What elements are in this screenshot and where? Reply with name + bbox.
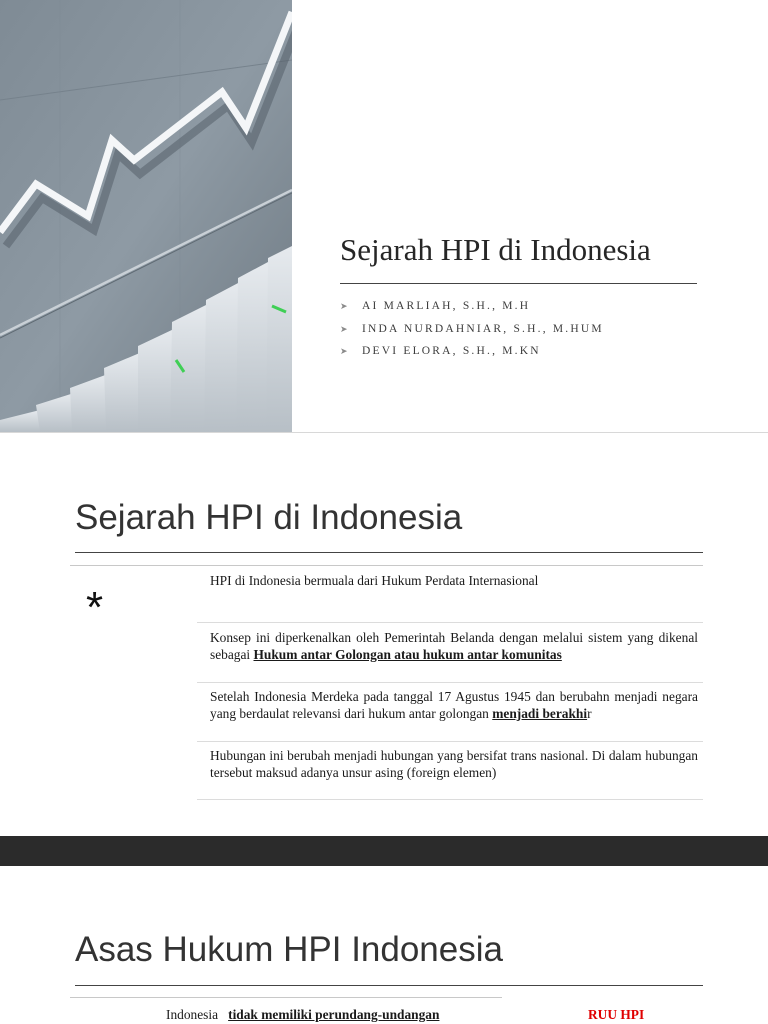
heading-underline [75,985,703,986]
list-item [197,689,703,742]
arrow-bullet-icon: ➤ [340,323,348,334]
list-item-text: HPI di Indonesia bermuala dari Hukum Perdata Internasional [210,573,539,588]
list-item [197,748,703,800]
history-slide [0,434,768,836]
author-item [340,298,604,321]
principle-text: Indonesia tidak memiliki perundang-undangan [166,1007,440,1022]
list-item [197,573,703,623]
slide-separator-band [0,836,768,866]
author-name: AI MARLIAH, S.H., M.H [362,300,531,312]
slide-divider [0,432,768,433]
asterisk-icon: * [86,583,104,632]
principles-slide [0,866,768,1024]
principles-slide-heading: Asas Hukum HPI Indonesia [75,930,503,969]
author-list [340,298,604,366]
table-top-border [70,565,703,566]
title-slide [0,0,768,432]
author-item [340,321,604,344]
title-underline [340,283,697,284]
list-item-text: Konsep ini diperkenalkan oleh Pemerintah Belanda dengan melalui sistem yang dikenal sebagai Hukum antar Golongan atau hukum antar komunitas [210,630,698,662]
table-top-border [70,997,502,998]
list-item-text: Hubungan ini berubah menjadi hubungan yang bersifat trans nasional. Di dalam hubungan tersebut maksud adanya unsur asing (foreign elemen) [210,748,698,780]
title-slide-heading: Sejarah HPI di Indonesia [340,232,651,267]
emphasis-text: Hukum antar Golongan atau hukum antar komunitas [253,646,562,662]
author-item [340,343,604,366]
list-item-text: Setelah Indonesia Merdeka pada tanggal 17 Agustus 1945 dan berubahn menjadi negara yang berdaulat relevansi dari hukum antar golongan menjadi berakhir [210,689,698,721]
ruu-label: RUU HPI [588,1007,645,1022]
list-item [197,630,703,683]
rising-arrow-stairs-photo [0,0,292,432]
author-name: DEVI ELORA, S.H., M.KN [362,345,541,357]
arrow-bullet-icon: ➤ [340,346,348,356]
emphasis-text: menjadi berakhi [492,705,588,721]
history-slide-heading: Sejarah HPI di Indonesia [75,498,463,537]
author-name: INDA NURDAHNIAR, S.H., M.HUM [362,322,604,335]
emphasis-text: tidak memiliki perundang-undangan [228,1007,440,1022]
heading-underline [75,552,703,553]
arrow-bullet-icon: ➤ [340,301,348,311]
